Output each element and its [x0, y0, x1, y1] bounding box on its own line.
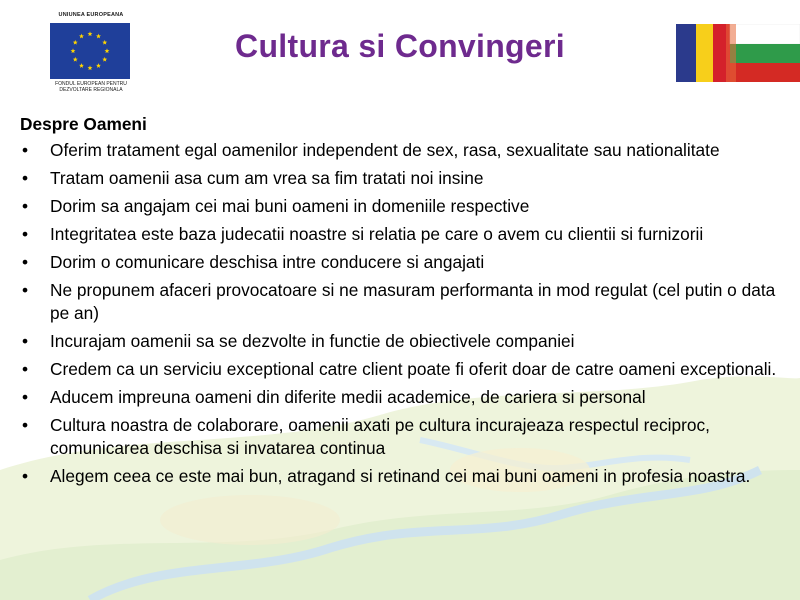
bullet-icon: • [22, 140, 29, 160]
list-item [20, 251, 792, 274]
list-item [20, 279, 792, 325]
list-item [20, 139, 792, 162]
bullet-icon: • [22, 280, 29, 300]
bullet-icon: • [22, 252, 29, 272]
list-item [20, 330, 792, 353]
bullet-icon: • [22, 196, 29, 216]
eu-logo-bottom-line1: FONDUL EUROPEAN PENTRU [55, 81, 127, 87]
list-item [20, 358, 792, 381]
list-item-text: Integritatea este baza judecatii noastre si relatia pe care o avem cu clientii si furnizorii [50, 224, 704, 244]
list-item-text: Incurajam oamenii sa se dezvolte in functie de obiectivele companiei [50, 331, 575, 351]
list-item-text: Oferim tratament egal oamenilor independent de sex, rasa, sexualitate sau nationalitate [50, 140, 720, 160]
bullet-icon: • [22, 387, 29, 407]
bullet-icon: • [22, 466, 29, 486]
eu-logo-bottom-text [46, 81, 136, 93]
list-item [20, 465, 792, 488]
list-item [20, 195, 792, 218]
list-item-text: Alegem ceea ce este mai bun, atragand si retinand cei mai buni oameni in profesia noastra. [50, 466, 751, 486]
bullet-icon: • [22, 224, 29, 244]
page-title: Cultura si Convingeri [235, 28, 565, 64]
list-item [20, 167, 792, 190]
list-item-text: Ne propunem afaceri provocatoare si ne masuram performanta in mod regulat (cel putin o data pe an) [50, 280, 776, 323]
list-item-text: Dorim sa angajam cei mai buni oameni in domeniile respective [50, 196, 530, 216]
list-item [20, 223, 792, 246]
bullet-icon: • [22, 168, 29, 188]
country-flags [676, 24, 800, 82]
eu-logo-bottom-line2: DEZVOLTARE REGIONALA [59, 87, 123, 93]
bullet-icon: • [22, 415, 29, 435]
content-area [20, 113, 792, 493]
bullet-icon: • [22, 359, 29, 379]
list-item [20, 386, 792, 409]
list-item-text: Cultura noastra de colaborare, oamenii axati pe cultura incurajeaza respectul reciproc, comunicarea deschisa si invatarea continua [50, 415, 710, 458]
bullet-list [20, 139, 792, 488]
list-item-text: Dorim o comunicare deschisa intre conducere si angajati [50, 252, 485, 272]
list-item-text: Tratam oamenii asa cum am vrea sa fim tratati noi insine [50, 168, 484, 188]
eu-flag-icon [50, 23, 130, 79]
list-item-text: Aducem impreuna oameni din diferite medii academice, de cariera si personal [50, 387, 646, 407]
list-item-text: Credem ca un serviciu exceptional catre client poate fi oferit doar de catre oameni exceptionali. [50, 359, 777, 379]
section-heading: Despre Oameni [20, 114, 147, 134]
bulgaria-flag-icon [730, 24, 800, 82]
romania-flag-icon [676, 24, 730, 82]
bullet-icon: • [22, 331, 29, 351]
eu-logo [46, 12, 144, 96]
eu-logo-top-text: UNIUNEA EUROPEANA [58, 12, 124, 18]
list-item [20, 414, 792, 460]
